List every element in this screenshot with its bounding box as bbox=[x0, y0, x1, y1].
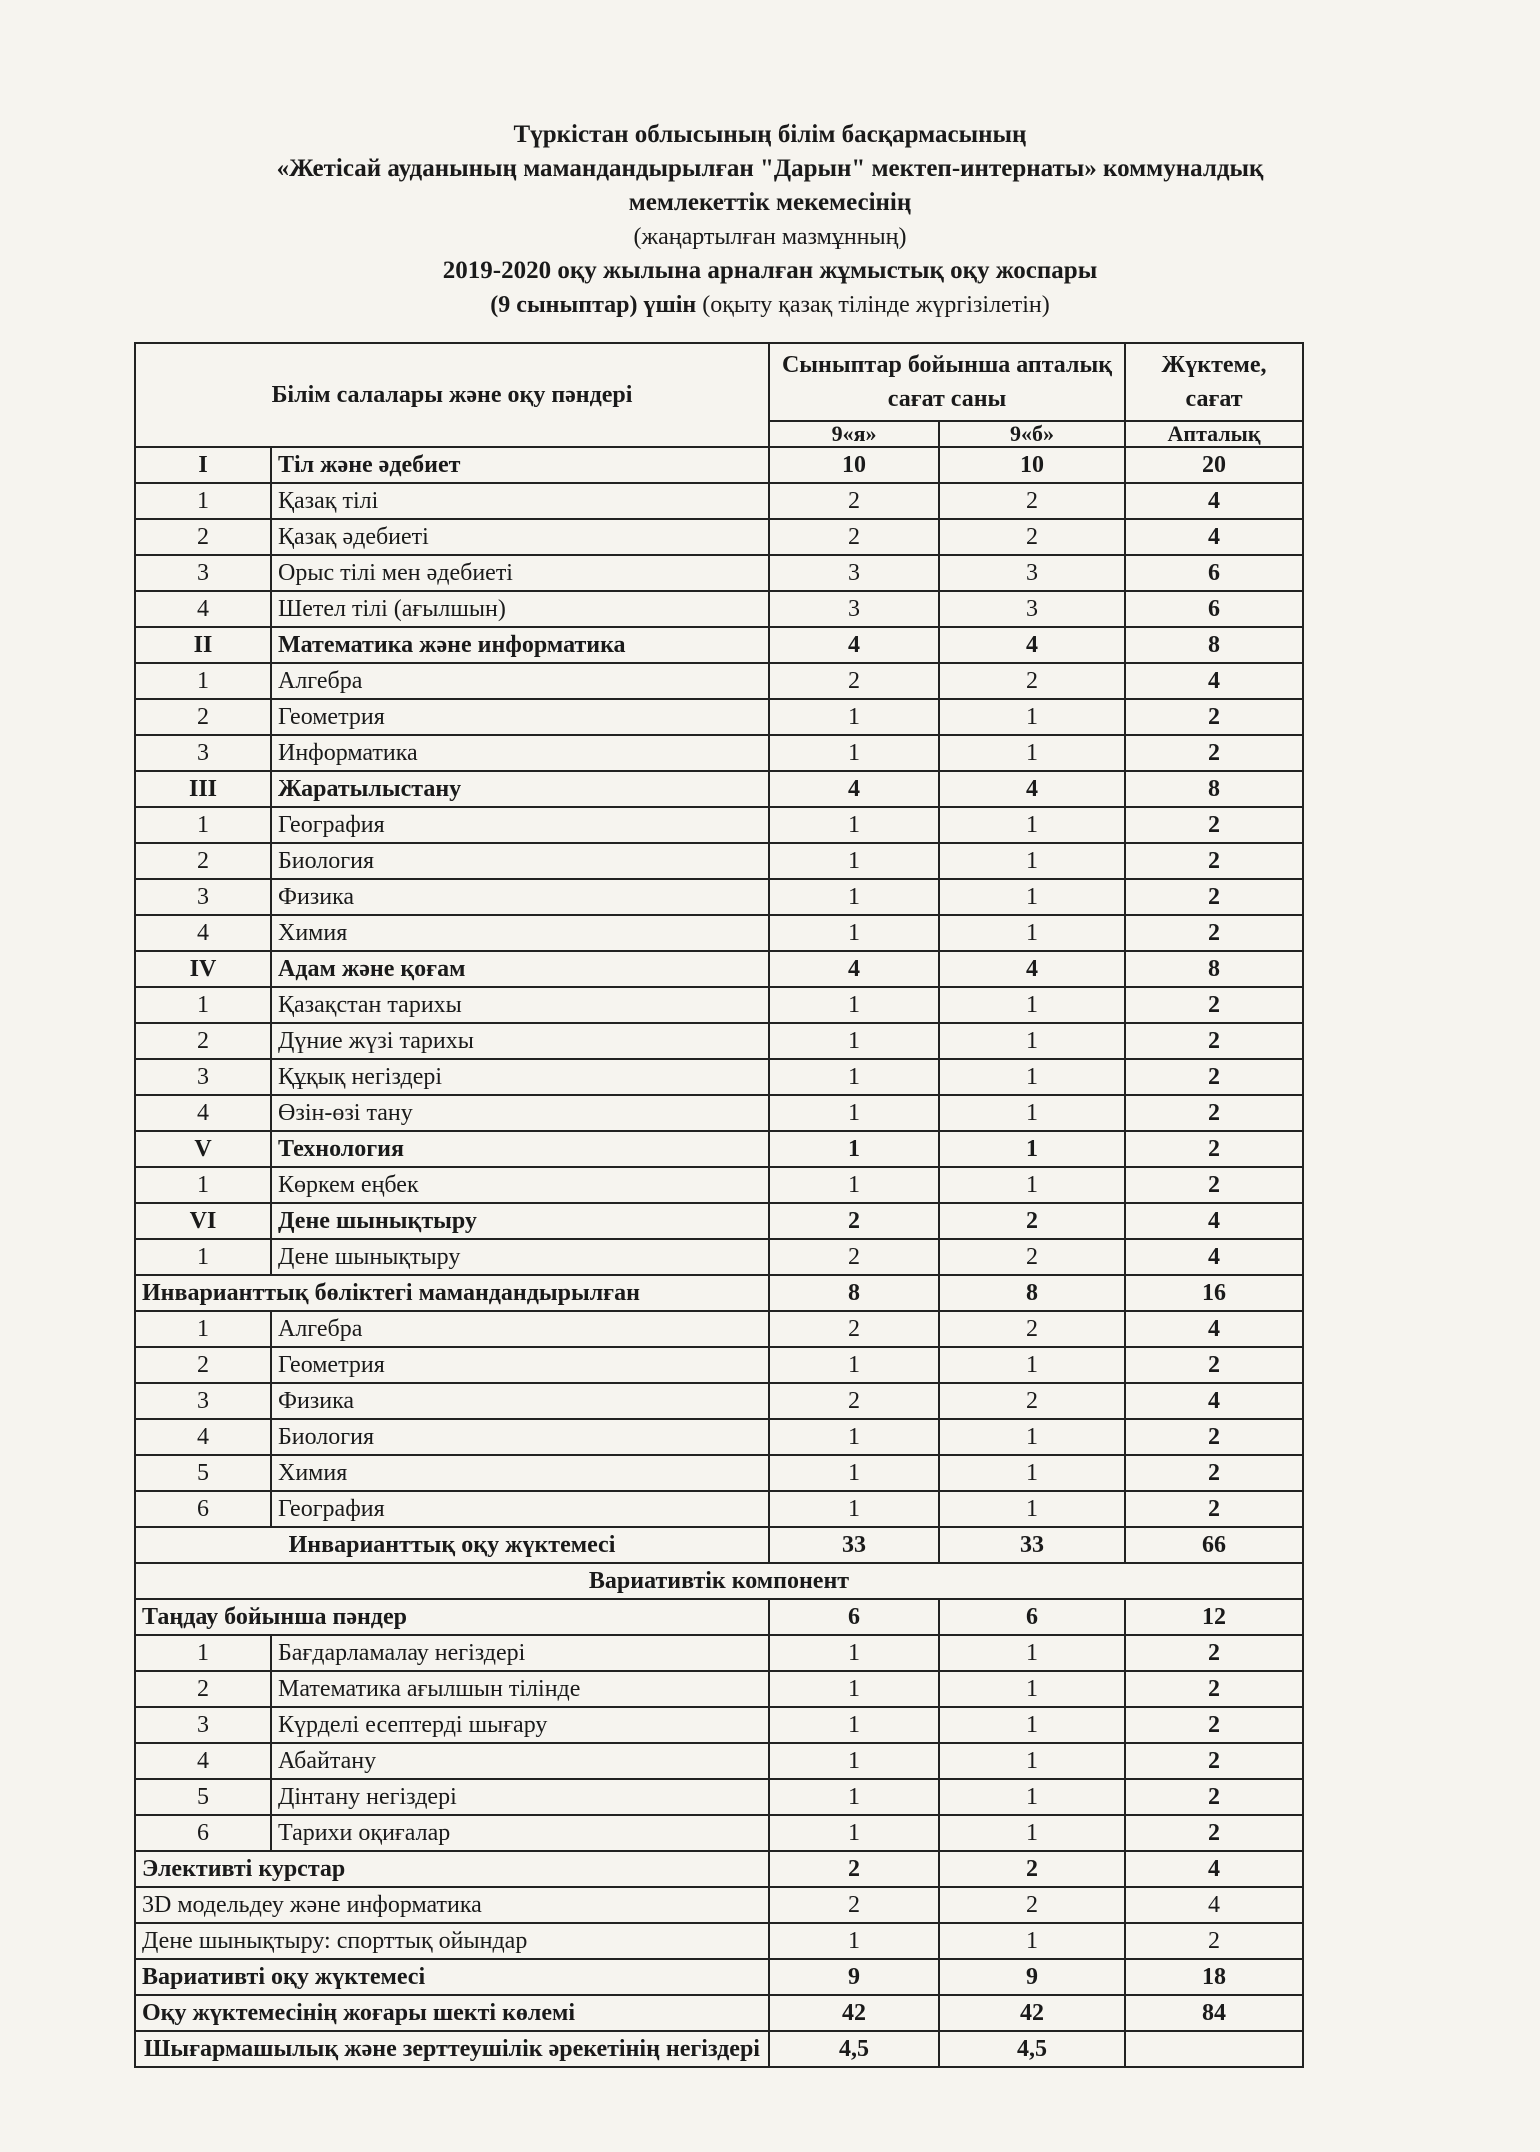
row-number: 1 bbox=[135, 807, 271, 843]
row-hours-9b: 1 bbox=[939, 1455, 1125, 1491]
row-subject: Қазақстан тарихы bbox=[271, 987, 769, 1023]
row-label: Элективті курстар bbox=[135, 1851, 769, 1887]
row-hours-9b: 1 bbox=[939, 699, 1125, 735]
row-hours-9a: 33 bbox=[769, 1527, 939, 1563]
row-number: 1 bbox=[135, 1635, 271, 1671]
row-subject: Тіл және әдебиет bbox=[271, 447, 769, 483]
row-hours-9a: 1 bbox=[769, 1023, 939, 1059]
row-label: Вариативті оқу жүктемесі bbox=[135, 1959, 769, 1995]
row-hours-9b: 1 bbox=[939, 807, 1125, 843]
row-hours-9a: 4 bbox=[769, 951, 939, 987]
curriculum-body bbox=[135, 447, 1303, 2031]
row-hours-9a: 1 bbox=[769, 1779, 939, 1815]
row-label: Шығармашылық және зерттеушілік әрекетінің негіздері bbox=[135, 2031, 769, 2067]
row-total: 4 bbox=[1125, 1311, 1303, 1347]
table-row bbox=[135, 1671, 1303, 1707]
document-header bbox=[0, 118, 1540, 322]
row-total: 4 bbox=[1125, 519, 1303, 555]
row-number: 2 bbox=[135, 1347, 271, 1383]
table-row bbox=[135, 843, 1303, 879]
row-hours-9a: 1 bbox=[769, 1815, 939, 1851]
section-heading: Вариативтік компонент bbox=[135, 1563, 1303, 1599]
row-number: 2 bbox=[135, 1671, 271, 1707]
row-total: 12 bbox=[1125, 1599, 1303, 1635]
row-total: 2 bbox=[1125, 1635, 1303, 1671]
row-hours-9a: 2 bbox=[769, 1239, 939, 1275]
row-number: 1 bbox=[135, 1239, 271, 1275]
row-hours-9a: 1 bbox=[769, 807, 939, 843]
row-total: 18 bbox=[1125, 1959, 1303, 1995]
row-hours-9a: 1 bbox=[769, 1923, 939, 1959]
table-row bbox=[135, 1743, 1303, 1779]
row-hours-9b: 1 bbox=[939, 843, 1125, 879]
row-hours-9a: 1 bbox=[769, 1095, 939, 1131]
row-total: 2 bbox=[1125, 1023, 1303, 1059]
row-hours-9b: 42 bbox=[939, 1995, 1125, 2031]
row-hours-9b: 10 bbox=[939, 447, 1125, 483]
row-number: 6 bbox=[135, 1815, 271, 1851]
row-hours-9a: 2 bbox=[769, 519, 939, 555]
row-subject: Қазақ әдебиеті bbox=[271, 519, 769, 555]
row-hours-9b: 4 bbox=[939, 951, 1125, 987]
table-row bbox=[135, 1707, 1303, 1743]
table-row bbox=[135, 915, 1303, 951]
row-hours-9a: 2 bbox=[769, 1887, 939, 1923]
row-hours-9a: 2 bbox=[769, 483, 939, 519]
table-row bbox=[135, 591, 1303, 627]
row-hours-9b: 4 bbox=[939, 627, 1125, 663]
header-line-2: «Жетісай ауданының мамандандырылған "Дарын" мектеп-интернаты» коммуналдық bbox=[276, 155, 1264, 182]
table-row bbox=[135, 555, 1303, 591]
table-row bbox=[135, 951, 1303, 987]
row-number: 4 bbox=[135, 1743, 271, 1779]
row-subject: География bbox=[271, 807, 769, 843]
header-class-9b: 9«б» bbox=[939, 421, 1125, 447]
row-subject: Биология bbox=[271, 1419, 769, 1455]
table-row bbox=[135, 1491, 1303, 1527]
row-label: Инварианттық оқу жүктемесі bbox=[135, 1527, 769, 1563]
row-number: 6 bbox=[135, 1491, 271, 1527]
row-number: 3 bbox=[135, 1707, 271, 1743]
row-number: IV bbox=[135, 951, 271, 987]
table-row bbox=[135, 1419, 1303, 1455]
table-row bbox=[135, 1095, 1303, 1131]
curriculum-table bbox=[134, 342, 1304, 2068]
row-subject: Информатика bbox=[271, 735, 769, 771]
table-row bbox=[135, 735, 1303, 771]
row-subject: Өзін-өзі тану bbox=[271, 1095, 769, 1131]
row-number: 2 bbox=[135, 519, 271, 555]
row-hours-9a: 1 bbox=[769, 1455, 939, 1491]
table-row bbox=[135, 1023, 1303, 1059]
row-total: 2 bbox=[1125, 915, 1303, 951]
row-hours-9a: 9 bbox=[769, 1959, 939, 1995]
row-hours-9b: 1 bbox=[939, 1419, 1125, 1455]
header-line-1: Түркістан облысының білім басқармасының bbox=[513, 121, 1027, 148]
row-hours-9a: 1 bbox=[769, 699, 939, 735]
row-subject: Абайтану bbox=[271, 1743, 769, 1779]
row-total: 2 bbox=[1125, 1347, 1303, 1383]
row-total: 2 bbox=[1125, 735, 1303, 771]
row-subject: Құқық негіздері bbox=[271, 1059, 769, 1095]
row-subject: Адам және қоғам bbox=[271, 951, 769, 987]
table-row bbox=[135, 1383, 1303, 1419]
row-total: 4 bbox=[1125, 1851, 1303, 1887]
table-row bbox=[135, 1959, 1303, 1995]
row-number: V bbox=[135, 1131, 271, 1167]
row-total: 16 bbox=[1125, 1275, 1303, 1311]
row-subject: Дінтану негіздері bbox=[271, 1779, 769, 1815]
table-row bbox=[135, 807, 1303, 843]
row-subject: География bbox=[271, 1491, 769, 1527]
row-total: 2 bbox=[1125, 1419, 1303, 1455]
row-total: 2 bbox=[1125, 843, 1303, 879]
row-number: 2 bbox=[135, 843, 271, 879]
row-label: Инварианттық бөліктегі мамандандырылған bbox=[135, 1275, 769, 1311]
row-number: 1 bbox=[135, 483, 271, 519]
table-row bbox=[135, 627, 1303, 663]
row-hours-9a: 1 bbox=[769, 879, 939, 915]
row-hours-9b: 2 bbox=[939, 519, 1125, 555]
row-hours-9a: 4 bbox=[769, 627, 939, 663]
row-total: 6 bbox=[1125, 591, 1303, 627]
row-hours-9b: 1 bbox=[939, 1815, 1125, 1851]
row-number: 1 bbox=[135, 987, 271, 1023]
table-row bbox=[135, 1275, 1303, 1311]
row-hours-9a: 1 bbox=[769, 843, 939, 879]
row-subject: Алгебра bbox=[271, 663, 769, 699]
row-label: Дене шынықтыру: спорттық ойындар bbox=[135, 1923, 769, 1959]
row-hours-9b: 1 bbox=[939, 1671, 1125, 1707]
row-total: 2 bbox=[1125, 1815, 1303, 1851]
row-total: 2 bbox=[1125, 1095, 1303, 1131]
table-row bbox=[135, 1203, 1303, 1239]
row-hours-9b: 2 bbox=[939, 663, 1125, 699]
table-row bbox=[135, 1887, 1303, 1923]
table-row bbox=[135, 1635, 1303, 1671]
row-hours-9b: 2 bbox=[939, 1311, 1125, 1347]
row-subject: Күрделі есептерді шығару bbox=[271, 1707, 769, 1743]
row-subject: Математика ағылшын тілінде bbox=[271, 1671, 769, 1707]
row-subject: Қазақ тілі bbox=[271, 483, 769, 519]
row-subject: Бағдарламалау негіздері bbox=[271, 1635, 769, 1671]
row-number: 2 bbox=[135, 1023, 271, 1059]
row-hours-9b: 6 bbox=[939, 1599, 1125, 1635]
row-hours-9a: 8 bbox=[769, 1275, 939, 1311]
row-hours-9b: 33 bbox=[939, 1527, 1125, 1563]
row-subject: Геометрия bbox=[271, 699, 769, 735]
row-hours-9a: 4,5 bbox=[769, 2031, 939, 2067]
row-hours-9a: 4 bbox=[769, 771, 939, 807]
row-subject: Физика bbox=[271, 1383, 769, 1419]
row-hours-9a: 1 bbox=[769, 1167, 939, 1203]
row-total: 6 bbox=[1125, 555, 1303, 591]
row-total: 20 bbox=[1125, 447, 1303, 483]
table-row bbox=[135, 1815, 1303, 1851]
row-number: 5 bbox=[135, 1779, 271, 1815]
table-row bbox=[135, 1239, 1303, 1275]
row-total: 2 bbox=[1125, 1455, 1303, 1491]
row-hours-9a: 6 bbox=[769, 1599, 939, 1635]
row-total: 66 bbox=[1125, 1527, 1303, 1563]
row-hours-9a: 2 bbox=[769, 1311, 939, 1347]
row-subject: Орыс тілі мен әдебиеті bbox=[271, 555, 769, 591]
row-subject: Дене шынықтыру bbox=[271, 1239, 769, 1275]
row-label: Оқу жүктемесінің жоғары шекті көлемі bbox=[135, 1995, 769, 2031]
row-hours-9b: 1 bbox=[939, 1707, 1125, 1743]
row-hours-9a: 3 bbox=[769, 591, 939, 627]
table-row-creative-research bbox=[135, 2031, 1303, 2067]
row-hours-9a: 1 bbox=[769, 1671, 939, 1707]
row-subject: Дене шынықтыру bbox=[271, 1203, 769, 1239]
table-row bbox=[135, 1455, 1303, 1491]
row-hours-9b: 9 bbox=[939, 1959, 1125, 1995]
row-label: Таңдау бойынша пәндер bbox=[135, 1599, 769, 1635]
table-row bbox=[135, 1347, 1303, 1383]
row-number: 5 bbox=[135, 1455, 271, 1491]
row-number: 4 bbox=[135, 1419, 271, 1455]
row-number: 1 bbox=[135, 663, 271, 699]
row-subject: Биология bbox=[271, 843, 769, 879]
table-row bbox=[135, 879, 1303, 915]
row-number: 3 bbox=[135, 1383, 271, 1419]
row-subject: Алгебра bbox=[271, 1311, 769, 1347]
row-hours-9b: 8 bbox=[939, 1275, 1125, 1311]
row-hours-9a: 42 bbox=[769, 1995, 939, 2031]
table-row bbox=[135, 771, 1303, 807]
row-hours-9a: 2 bbox=[769, 1851, 939, 1887]
table-row bbox=[135, 1563, 1303, 1599]
row-hours-9a: 3 bbox=[769, 555, 939, 591]
row-hours-9b: 1 bbox=[939, 1923, 1125, 1959]
row-hours-9b: 2 bbox=[939, 1851, 1125, 1887]
row-hours-9a: 1 bbox=[769, 1419, 939, 1455]
table-row bbox=[135, 519, 1303, 555]
row-total: 2 bbox=[1125, 1671, 1303, 1707]
header-line-4: (жаңартылған мазмұнның) bbox=[633, 224, 907, 250]
row-hours-9b: 4,5 bbox=[939, 2031, 1125, 2067]
row-total: 4 bbox=[1125, 1887, 1303, 1923]
table-row bbox=[135, 447, 1303, 483]
row-subject: Химия bbox=[271, 915, 769, 951]
row-total: 2 bbox=[1125, 1923, 1303, 1959]
row-number: 1 bbox=[135, 1311, 271, 1347]
row-number: VI bbox=[135, 1203, 271, 1239]
row-subject: Технология bbox=[271, 1131, 769, 1167]
row-hours-9b: 1 bbox=[939, 915, 1125, 951]
row-hours-9b: 4 bbox=[939, 771, 1125, 807]
row-subject: Көркем еңбек bbox=[271, 1167, 769, 1203]
table-row bbox=[135, 987, 1303, 1023]
row-total: 2 bbox=[1125, 699, 1303, 735]
row-number: 3 bbox=[135, 555, 271, 591]
header-class-9a: 9«я» bbox=[769, 421, 939, 447]
row-hours-9a: 10 bbox=[769, 447, 939, 483]
row-number: 4 bbox=[135, 1095, 271, 1131]
row-total: 4 bbox=[1125, 1239, 1303, 1275]
row-hours-9a: 1 bbox=[769, 987, 939, 1023]
row-hours-9b: 1 bbox=[939, 1059, 1125, 1095]
row-total: 2 bbox=[1125, 1167, 1303, 1203]
row-hours-9a: 1 bbox=[769, 1635, 939, 1671]
row-subject: Геометрия bbox=[271, 1347, 769, 1383]
row-total: 8 bbox=[1125, 951, 1303, 987]
row-total: 2 bbox=[1125, 1491, 1303, 1527]
row-hours-9b: 1 bbox=[939, 1023, 1125, 1059]
header-load: Жүктеме, сағат bbox=[1125, 343, 1303, 421]
header-subjects: Білім салалары және оқу пәндері bbox=[135, 343, 769, 447]
row-subject: Химия bbox=[271, 1455, 769, 1491]
table-row bbox=[135, 663, 1303, 699]
row-total: 2 bbox=[1125, 1707, 1303, 1743]
table-row bbox=[135, 1995, 1303, 2031]
header-weekly-hours: Сыныптар бойынша апталық сағат саны bbox=[769, 343, 1125, 421]
row-hours-9a: 1 bbox=[769, 1743, 939, 1779]
table-row bbox=[135, 483, 1303, 519]
row-hours-9b: 2 bbox=[939, 1887, 1125, 1923]
row-hours-9b: 1 bbox=[939, 1779, 1125, 1815]
row-hours-9a: 2 bbox=[769, 1203, 939, 1239]
row-hours-9b: 1 bbox=[939, 735, 1125, 771]
row-hours-9a: 1 bbox=[769, 1131, 939, 1167]
row-hours-9b: 1 bbox=[939, 1095, 1125, 1131]
table-row bbox=[135, 1851, 1303, 1887]
row-hours-9b: 3 bbox=[939, 591, 1125, 627]
row-hours-9b: 1 bbox=[939, 1635, 1125, 1671]
row-total: 8 bbox=[1125, 627, 1303, 663]
row-hours-9b: 2 bbox=[939, 1239, 1125, 1275]
row-total: 2 bbox=[1125, 807, 1303, 843]
row-label: 3D модельдеу және информатика bbox=[135, 1887, 769, 1923]
row-total: 2 bbox=[1125, 879, 1303, 915]
row-total: 4 bbox=[1125, 663, 1303, 699]
table-row bbox=[135, 1599, 1303, 1635]
row-number: 2 bbox=[135, 699, 271, 735]
row-number: 4 bbox=[135, 591, 271, 627]
row-hours-9b: 2 bbox=[939, 483, 1125, 519]
table-row bbox=[135, 1779, 1303, 1815]
row-number: 3 bbox=[135, 735, 271, 771]
row-hours-9b: 1 bbox=[939, 1491, 1125, 1527]
row-hours-9a: 1 bbox=[769, 1707, 939, 1743]
row-hours-9a: 2 bbox=[769, 663, 939, 699]
table-row bbox=[135, 1167, 1303, 1203]
row-total: 8 bbox=[1125, 771, 1303, 807]
row-hours-9a: 2 bbox=[769, 1383, 939, 1419]
row-number: 4 bbox=[135, 915, 271, 951]
row-hours-9a: 1 bbox=[769, 1059, 939, 1095]
row-total: 2 bbox=[1125, 1131, 1303, 1167]
row-number: 3 bbox=[135, 879, 271, 915]
row-hours-9b: 1 bbox=[939, 1131, 1125, 1167]
header-line-3: мемлекеттік мекемесінің bbox=[628, 189, 912, 216]
row-total: 4 bbox=[1125, 1203, 1303, 1239]
row-hours-9b: 1 bbox=[939, 1167, 1125, 1203]
row-hours-9b: 1 bbox=[939, 879, 1125, 915]
header-line-6 bbox=[0, 288, 1540, 322]
table-row bbox=[135, 1311, 1303, 1347]
row-hours-9a: 1 bbox=[769, 735, 939, 771]
row-hours-9b: 1 bbox=[939, 1743, 1125, 1779]
row-number: I bbox=[135, 447, 271, 483]
row-number: III bbox=[135, 771, 271, 807]
row-total: 4 bbox=[1125, 483, 1303, 519]
row-number: 1 bbox=[135, 1167, 271, 1203]
table-row bbox=[135, 1923, 1303, 1959]
header-weekly: Апталық bbox=[1125, 421, 1303, 447]
row-total: 2 bbox=[1125, 987, 1303, 1023]
row-total: 84 bbox=[1125, 1995, 1303, 2031]
row-subject: Математика және информатика bbox=[271, 627, 769, 663]
row-hours-9b: 1 bbox=[939, 1347, 1125, 1383]
row-hours-9a: 1 bbox=[769, 915, 939, 951]
row-hours-9b: 2 bbox=[939, 1383, 1125, 1419]
table-row bbox=[135, 699, 1303, 735]
row-subject: Дүние жүзі тарихы bbox=[271, 1023, 769, 1059]
table-row bbox=[135, 1527, 1303, 1563]
row-subject: Тарихи оқиғалар bbox=[271, 1815, 769, 1851]
row-hours-9a: 1 bbox=[769, 1491, 939, 1527]
row-subject: Шетел тілі (ағылшын) bbox=[271, 591, 769, 627]
table-row bbox=[135, 1131, 1303, 1167]
row-total bbox=[1125, 2031, 1303, 2067]
row-number: II bbox=[135, 627, 271, 663]
row-subject: Жаратылыстану bbox=[271, 771, 769, 807]
row-total: 2 bbox=[1125, 1743, 1303, 1779]
row-total: 2 bbox=[1125, 1059, 1303, 1095]
row-hours-9b: 3 bbox=[939, 555, 1125, 591]
row-number: 3 bbox=[135, 1059, 271, 1095]
header-line-5: 2019-2020 оқу жылына арналған жұмыстық оқу жоспары bbox=[442, 257, 1098, 284]
row-total: 4 bbox=[1125, 1383, 1303, 1419]
header-line-6-bold: (9 сыныптар) үшін bbox=[490, 292, 697, 318]
row-hours-9b: 2 bbox=[939, 1203, 1125, 1239]
row-subject: Физика bbox=[271, 879, 769, 915]
row-total: 2 bbox=[1125, 1779, 1303, 1815]
row-hours-9b: 1 bbox=[939, 987, 1125, 1023]
table-row bbox=[135, 1059, 1303, 1095]
header-line-6-normal: (оқыту қазақ тілінде жүргізілетін) bbox=[702, 292, 1050, 318]
row-hours-9a: 1 bbox=[769, 1347, 939, 1383]
